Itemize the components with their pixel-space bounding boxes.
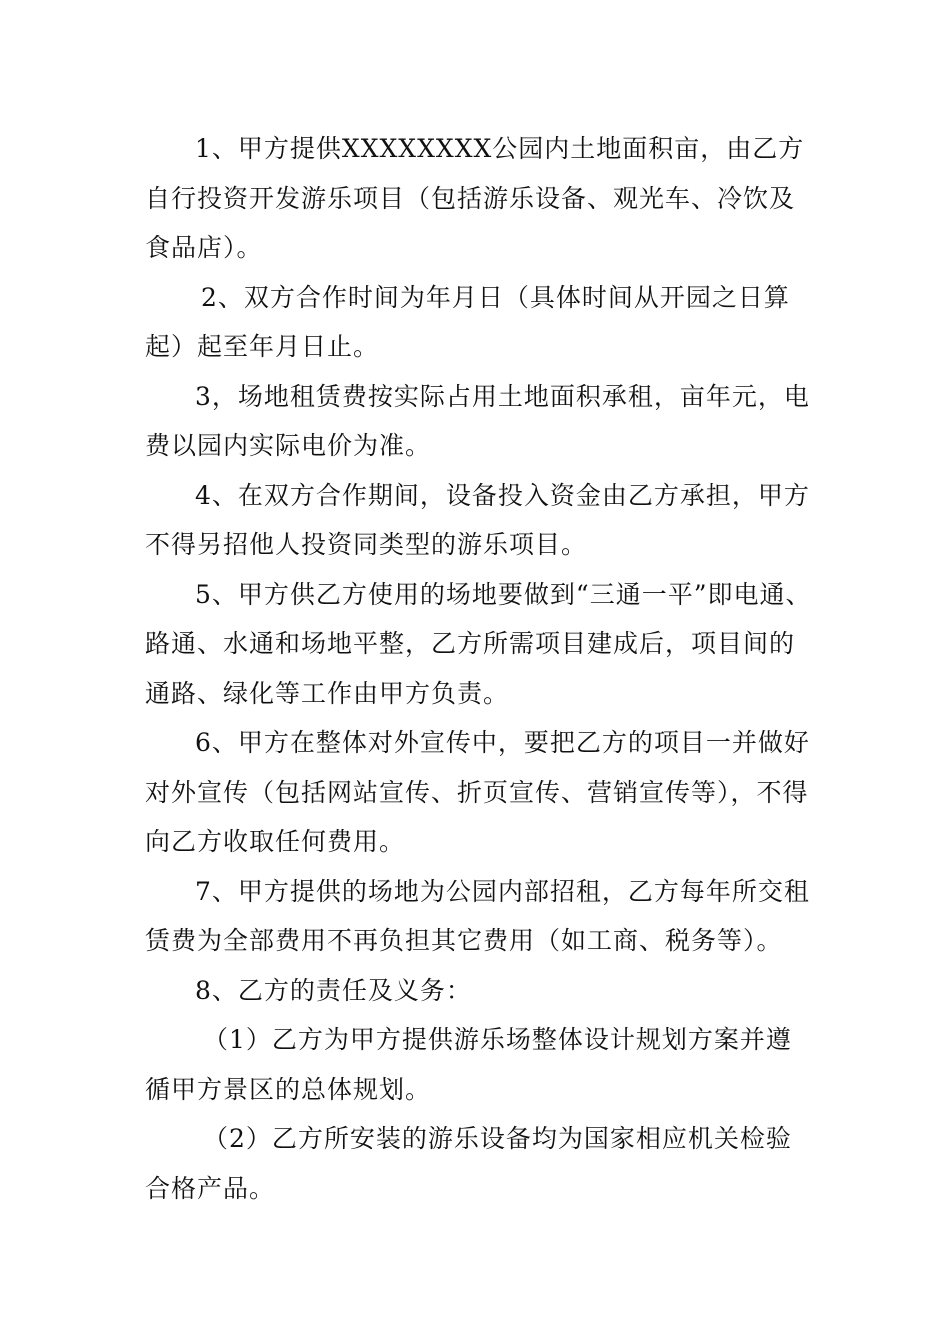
clause-6: 6、甲方在整体对外宣传中，要把乙方的项目一并做好对外宣传（包括网站宣传、折页宣传、营销宣传等），不得向乙方收取任何费用。 <box>145 728 810 856</box>
clause-1: 1、甲方提供XXXXXXXX公园内土地面积亩，由乙方自行投资开发游乐项目（包括游乐设备、观光车、冷饮及食品店）。 <box>145 134 805 262</box>
clause-4: 4、在双方合作期间，设备投入资金由乙方承担，甲方不得另招他人投资同类型的游乐项目。 <box>145 480 810 559</box>
clause-8-sub-2: （2）乙方所安装的游乐设备均为国家相应机关检验合格产品。 <box>145 1124 792 1203</box>
clause-8-heading: 8、乙方的责任及义务： <box>195 975 472 1005</box>
document-body <box>145 124 815 1213</box>
clause-8-sub-1: （1）乙方为甲方提供游乐场整体设计规划方案并遵循甲方景区的总体规划。 <box>145 1025 792 1104</box>
clause-3: 3，场地租赁费按实际占用土地面积承租，亩年元，电费以园内实际电价为准。 <box>145 381 810 460</box>
clause-7: 7、甲方提供的场地为公园内部招租，乙方每年所交租赁费为全部费用不再负担其它费用（如工商、税务等）。 <box>145 876 810 955</box>
clause-2: 2、双方合作时间为年月日（具体时间从开园之日算起）起至年月日止。 <box>145 282 790 361</box>
clause-5: 5、甲方供乙方使用的场地要做到“三通一平”即电通、路通、水通和场地平整，乙方所需项目建成后，项目间的通路、绿化等工作由甲方负责。 <box>145 579 812 708</box>
